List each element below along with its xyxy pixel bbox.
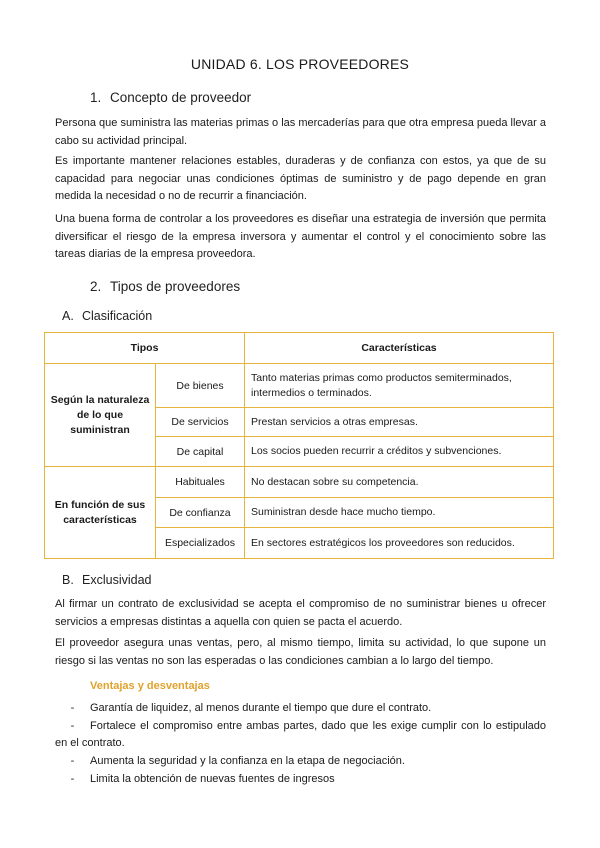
tipo-cell: De confianza: [156, 498, 245, 528]
tipo-cell: De capital: [156, 437, 245, 467]
list-item-text: Fortalece el compromiso entre ambas partes, dado que les exige cumplir con lo estipulado en el contrato.: [55, 720, 546, 749]
desc-cell: Prestan servicios a otras empresas.: [245, 408, 554, 437]
subsection-title: Exclusividad: [82, 573, 152, 587]
desc-cell: En sectores estratégicos los proveedores son reducidos.: [245, 528, 554, 559]
list-item: [55, 771, 546, 788]
paragraph: El proveedor asegura unas ventas, pero, al mismo tiempo, limita su actividad, lo que supone un riesgo si las ventas no son las esperadas o las condiciones cambian a lo largo del tiempo.: [55, 637, 546, 667]
section-heading-tipos: [90, 279, 240, 294]
bullet-marker: -: [70, 720, 75, 732]
list-item: [55, 718, 546, 752]
list-item-text: Limita la obtención de nuevas fuentes de ingresos: [90, 773, 335, 785]
subsection-heading-exclusividad: [62, 573, 151, 587]
paragraph: Persona que suministra las materias primas o las mercaderías para que otra empresa pueda llevar a cabo su actividad principal.: [55, 117, 546, 147]
bullet-marker: -: [70, 755, 75, 767]
tipo-cell: De servicios: [156, 408, 245, 437]
bullet-marker: -: [70, 702, 75, 714]
section-title: Concepto de proveedor: [110, 90, 252, 105]
tipo-cell: Especializados: [156, 528, 245, 559]
table-row: [45, 467, 554, 498]
list-item: [55, 753, 546, 770]
list-item-text: Aumenta la seguridad y la confianza en la etapa de negociación.: [90, 755, 405, 767]
list-item: [55, 700, 546, 717]
subsection-title: Clasificación: [82, 309, 153, 323]
section-title: Tipos de proveedores: [110, 279, 241, 294]
classification-table: [44, 332, 554, 559]
header-caracteristicas: Características: [245, 333, 554, 364]
list-item-text: Garantía de liquidez, al menos durante el tiempo que dure el contrato.: [90, 702, 432, 714]
paragraph: Al firmar un contrato de exclusividad se acepta el compromiso de no suministrar bienes u ofrecer servicios a empresas distintas a aquella con quien se pacta el acuerdo.: [55, 598, 546, 628]
group-label: Según la naturaleza de lo que suministran: [45, 364, 156, 467]
header-tipos: Tipos: [45, 333, 245, 364]
table-row: [45, 364, 554, 408]
table-header-row: [45, 333, 554, 364]
desc-cell: Suministran desde hace mucho tiempo.: [245, 498, 554, 528]
page-title: UNIDAD 6. LOS PROVEEDORES: [190, 56, 410, 72]
section-number: 2.: [90, 279, 102, 294]
subsection-heading-clasificacion: [62, 309, 152, 323]
ventajas-heading: Ventajas y desventajas: [90, 680, 210, 692]
bullet-marker: -: [70, 773, 75, 785]
group-label: En función de sus características: [45, 467, 156, 559]
subsection-letter: B.: [62, 573, 74, 587]
desc-cell: Los socios pueden recurrir a créditos y subvenciones.: [245, 437, 554, 467]
subsection-letter: A.: [62, 309, 74, 323]
desc-cell: No destacan sobre su competencia.: [245, 467, 554, 498]
section-number: 1.: [90, 90, 102, 105]
paragraph: Una buena forma de controlar a los proveedores es diseñar una estrategia de inversión que permita diversificar el riesgo de la empresa inversora y aumentar el control y el conocimiento sobre las tareas diarias de la empresa proveedora.: [55, 213, 546, 261]
tipo-cell: De bienes: [156, 364, 245, 408]
paragraph: Es importante mantener relaciones estables, duraderas y de confianza con estos, ya que de su capacidad para negociar unas condiciones óptimas de suministro y de pago depende en gran medida la necesidad o no de recurrir a financiación.: [55, 155, 546, 203]
section-heading-concepto: [90, 90, 251, 105]
desc-cell: Tanto materias primas como productos semiterminados, intermedios o terminados.: [245, 364, 554, 408]
tipo-cell: Habituales: [156, 467, 245, 498]
